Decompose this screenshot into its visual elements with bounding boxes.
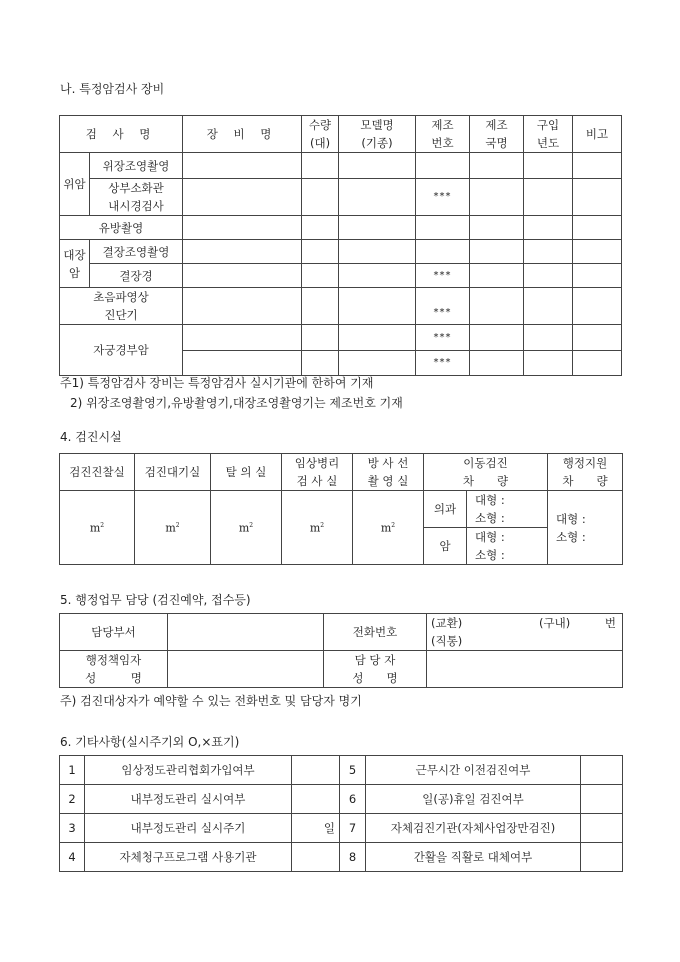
exam-name: 초음파영상 진단기 [60,288,183,325]
table-row: 2 내부정도관리 실시여부 6 일(공)휴일 검진여부 [60,785,623,814]
table-row [60,216,622,240]
area-unit: $m^2$ [353,491,424,565]
item-label: 임상정도관리협회가입여부 [85,756,292,785]
header-dressing-room: 탈 의 실 [211,454,282,491]
equipment-table [59,115,622,376]
item-value[interactable] [581,785,623,814]
header-waiting-room: 검진대기실 [135,454,211,491]
exam-name: 상부소화관 내시경검사 [90,179,183,216]
area-unit: $m^2$ [135,491,211,565]
item-value[interactable] [292,756,340,785]
note-2: 2) 위장조영촬영기,유방촬영기,대장조영촬영기는 제조번호 기재 [70,396,403,410]
item-value[interactable] [581,814,623,843]
table-row [60,240,622,264]
mobile-cancer-sizes: 대형 : 소형 : [467,528,548,565]
facilities-table [59,453,623,565]
area-unit: $m^2$ [282,491,353,565]
serial-mark: *** [416,264,470,288]
section-title-facilities: 4. 검진시설 [60,430,122,444]
table-row: 1 임상정도관리협회가입여부 5 근무시간 이전검진여부 [60,756,623,785]
item-value[interactable]: 일 [292,814,340,843]
exam-name: 위장조영촬영 [90,153,183,179]
item-label: 자체검진기관(자체사업장만검진) [366,814,581,843]
serial-mark: *** [416,325,470,351]
serial-mark: *** [416,179,470,216]
section-title-equipment: 나. 특정암검사 장비 [60,82,165,96]
header-model: 모델명 (기종) [339,116,416,153]
header-remarks: 비고 [573,116,622,153]
header-purchase-year: 구입 년도 [524,116,573,153]
note-1: 주1) 특정암검사 장비는 특정암검사 실시기관에 한하여 기재 [60,376,374,390]
section-title-other: 6. 기타사항(실시주기외 O,×표기) [60,735,240,749]
table-row [60,264,622,288]
header-country: 제조 국명 [470,116,524,153]
manager-value[interactable] [427,651,623,688]
admin-table [59,613,623,688]
other-table [59,755,623,872]
exam-name: 결장조영촬영 [90,240,183,264]
area-unit: $m^2$ [60,491,135,565]
serial-mark: *** [416,288,470,325]
item-label: 근무시간 이전검진여부 [366,756,581,785]
table-row [60,325,622,351]
header-radiology: 방 사 선 촬 영 실 [353,454,424,491]
admin-note: 주) 검진대상자가 예약할 수 있는 전화번호 및 담당자 명기 [60,694,362,708]
header-exam-name: 검 사 명 [60,116,183,153]
table-row: 3 내부정도관리 실시주기 일 7 자체검진기관(자체사업장만검진) [60,814,623,843]
admin-head-label: 행정책임자 성 명 [60,651,168,688]
table-row [60,288,622,325]
header-admin-vehicle: 행정지원 차 량 [548,454,623,491]
exam-name: 자궁경부암 [60,325,183,376]
section-title-admin: 5. 행정업무 담당 (검진예약, 접수등) [60,593,251,607]
item-label: 내부정도관리 실시주기 [85,814,292,843]
table-row [60,153,622,179]
group-colon: 대장 암 [60,240,90,288]
manager-label: 담 당 자 성 명 [324,651,427,688]
header-exam-room: 검진진찰실 [60,454,135,491]
dept-value[interactable] [168,614,324,651]
mobile-clinic-label: 의과 [424,491,467,528]
item-value[interactable] [292,843,340,872]
mobile-cancer-label: 암 [424,528,467,565]
header-lab: 임상병리 검 사 실 [282,454,353,491]
table-row: 4 자체청구프로그램 사용기관 8 간활을 직활로 대체여부 [60,843,623,872]
item-label: 간활을 직활로 대체여부 [366,843,581,872]
admin-vehicle-sizes: 대형 : 소형 : [548,491,623,565]
header-serial: 제조 번호 [416,116,470,153]
item-label: 자체청구프로그램 사용기관 [85,843,292,872]
header-quantity: 수량 (대) [302,116,339,153]
group-stomach: 위암 [60,153,90,216]
mobile-clinic-sizes: 대형 : 소형 : [467,491,548,528]
exam-name: 결장경 [90,264,183,288]
admin-head-value[interactable] [168,651,324,688]
table-row [60,179,622,216]
item-value[interactable] [581,756,623,785]
serial-mark: *** [416,351,470,376]
exam-name: 유방촬영 [60,216,183,240]
item-label: 내부정도관리 실시여부 [85,785,292,814]
header-equipment-name: 장 비 명 [183,116,302,153]
item-label: 일(공)휴일 검진여부 [366,785,581,814]
phone-label: 전화번호 [324,614,427,651]
area-unit: $m^2$ [211,491,282,565]
phone-value[interactable]: (교환) (구내) 번 (직통) [427,614,623,651]
header-mobile-vehicle: 이동검진 차 량 [424,454,548,491]
dept-label: 담당부서 [60,614,168,651]
item-value[interactable] [581,843,623,872]
item-value[interactable] [292,785,340,814]
